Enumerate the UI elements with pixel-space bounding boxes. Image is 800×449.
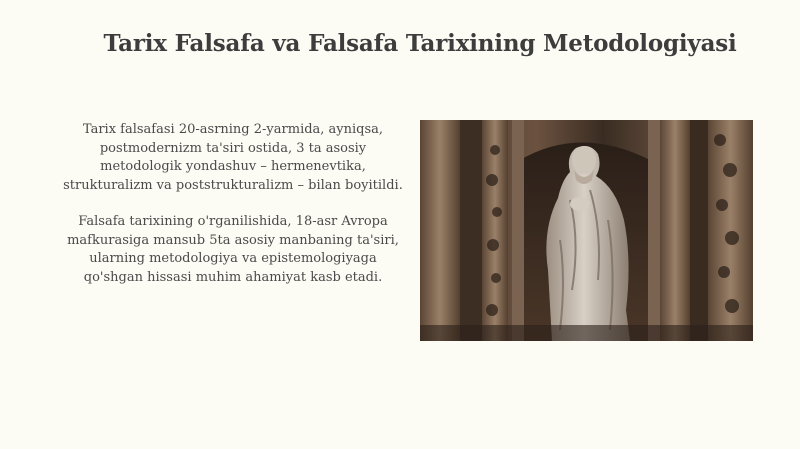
paragraph-history-of-philosophy: Falsafa tarixining o'rganilishida, 18-asr Avropa mafkurasiga mansub 5ta asosiy manbaning ta'siri, ularning metodologiya va epistemologiyaga qo'shgan hissasi muhim ahamiyat kasb etadi. [67,214,399,285]
slide-title: Tarix Falsafa va Falsafa Tarixining Metodologiyasi [103,30,737,57]
paragraph-philosophy-of-history: Tarix falsafasi 20-asrning 2-yarmida, ayniqsa, postmodernizm ta'siri ostida, 3 ta asosiy metodologik yondashuv – hermenevtika, strukturalizm va poststrukturalizm – bilan boyitildi. [63,122,403,193]
slide-body-text [58,121,408,305]
statue-photo [420,120,753,341]
